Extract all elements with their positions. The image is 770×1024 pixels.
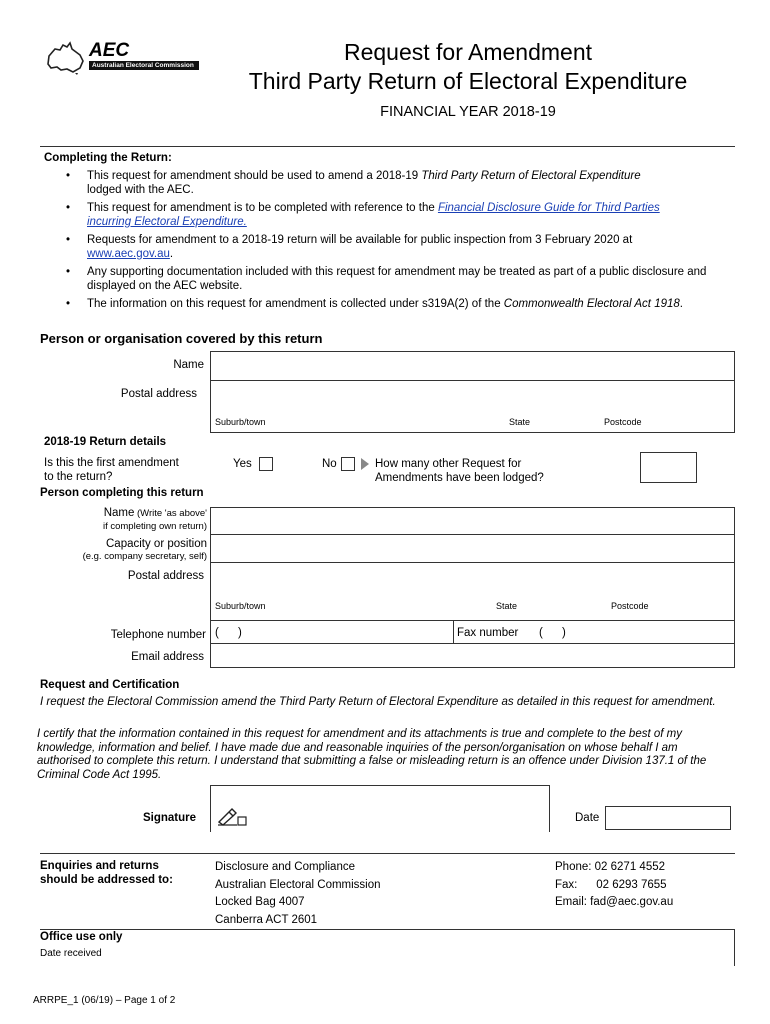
completer-name-input[interactable] — [210, 507, 735, 535]
email-value: fad@aec.gov.au — [590, 896, 674, 908]
no-checkbox[interactable] — [341, 457, 355, 471]
postal-address-input[interactable] — [210, 381, 735, 433]
amendments-count-input[interactable] — [640, 452, 697, 483]
first-amendment-question: Is this the first amendment to the return? — [44, 457, 179, 483]
header-divider — [40, 146, 735, 147]
email-label: Email address — [131, 651, 204, 663]
capacity-label: Capacity or position (e.g. company secretary, self) — [82, 538, 207, 562]
pen-icon — [217, 808, 249, 826]
date-label: Date — [575, 812, 600, 824]
list-item: • Any supporting documentation included with this request for amendment may be treated as part of a public disclosure and displayed on the AEC website. — [87, 266, 735, 293]
name-input[interactable] — [210, 351, 735, 381]
enquiries-label: Enquiries and returns should be addressed to: — [40, 860, 173, 886]
date-input[interactable] — [605, 806, 731, 830]
postal-address-label: Postal address — [120, 388, 197, 400]
return-details-heading: 2018-19 Return details — [44, 436, 167, 448]
arrow-right-icon — [360, 457, 370, 471]
instructions-list — [45, 170, 735, 317]
state-label: State — [496, 601, 518, 611]
state-label: State — [509, 417, 531, 427]
signature-label: Signature — [143, 812, 197, 824]
completer-name-label: Name (Write 'as above' if completing own return) — [102, 507, 207, 532]
date-received-label: Date received — [40, 948, 102, 959]
australia-map-icon — [45, 40, 87, 76]
list-item: • Requests for amendment to a 2018-19 return will be available for public inspection from 3 February 2020 at www.aec.gov.au. — [87, 234, 735, 261]
completer-postal-input[interactable] — [210, 563, 735, 621]
completer-postal-label: Postal address — [127, 570, 204, 582]
postcode-label: Postcode — [604, 417, 642, 427]
email-input[interactable] — [210, 644, 735, 668]
office-divider — [40, 929, 735, 930]
how-many-question: How many other Request for Amendments have been lodged? — [375, 458, 544, 484]
form-title-line2: Third Party Return of Electoral Expenditure — [248, 68, 688, 94]
fax-input[interactable]: Fax number ( ) — [454, 621, 735, 644]
office-box-right-edge — [734, 929, 735, 966]
fax-label: Fax number — [457, 627, 519, 639]
contact-details: Phone: 02 6271 4552 Fax: 02 6293 7655 Email: fad@aec.gov.au — [555, 861, 674, 908]
yes-checkbox[interactable] — [259, 457, 273, 471]
suburb-label: Suburb/town — [215, 417, 266, 427]
telephone-label: Telephone number — [110, 629, 206, 641]
yes-option[interactable]: Yes — [233, 457, 273, 471]
enquiries-divider — [40, 853, 735, 854]
aec-logo — [45, 40, 200, 76]
logo-name: Australian Electoral Commission — [89, 61, 199, 70]
completer-heading: Person completing this return — [40, 487, 204, 499]
form-title-line1: Request for Amendment — [343, 39, 593, 65]
telephone-input[interactable]: ( ) — [210, 621, 454, 644]
request-statement: I request the Electoral Commission amend the Third Party Return of Electoral Expenditure as detailed in this request for amendment. — [40, 696, 716, 708]
certification-statement: I certify that the information contained in this request for amendment and its attachments is true and complete to the best of my knowledge, information and belief. I have made due and reasonable inquiries of the person/organisation on whose behalf I am authorised to complete this return. I understand that submitting a false or misleading return is an offence under Division 137.1 of the Criminal Code Act 1995. — [37, 728, 707, 781]
guide-link[interactable]: Financial Disclosure Guide for Third Parties — [437, 202, 660, 214]
list-item: • This request for amendment is to be completed with reference to the Financial Disclosure Guide for Third Parties incurring Electoral Expenditure. — [87, 202, 735, 229]
list-item: • This request for amendment should be used to amend a 2018-19 Third Party Return of Electoral Expenditure lodged with the AEC. — [87, 170, 735, 197]
office-use-heading: Office use only — [40, 931, 123, 943]
list-item: • The information on this request for amendment is collected under s319A(2) of the Commonwealth Electoral Act 1918. — [87, 298, 735, 312]
capacity-input[interactable] — [210, 535, 735, 563]
signature-input[interactable] — [210, 785, 550, 832]
postcode-label: Postcode — [611, 601, 649, 611]
aec-website-link[interactable]: www.aec.gov.au — [87, 247, 170, 260]
logo-abbr: AEC — [89, 40, 130, 61]
certification-heading: Request and Certification — [40, 679, 180, 691]
guide-link-cont[interactable]: incurring Electoral Expenditure. — [87, 215, 247, 228]
name-label: Name — [173, 359, 204, 371]
enquiries-address: Disclosure and Compliance Australian Electoral Commission Locked Bag 4007 Canberra ACT 2601 — [215, 861, 381, 926]
person-heading: Person or organisation covered by this return — [40, 331, 323, 346]
no-option[interactable]: No — [322, 457, 355, 471]
completing-heading: Completing the Return: — [44, 152, 172, 164]
financial-year: FINANCIAL YEAR 2018-19 — [380, 104, 556, 120]
footer-code: ARRPE_1 (06/19) – Page 1 of 2 — [33, 995, 176, 1006]
suburb-label: Suburb/town — [215, 601, 266, 611]
